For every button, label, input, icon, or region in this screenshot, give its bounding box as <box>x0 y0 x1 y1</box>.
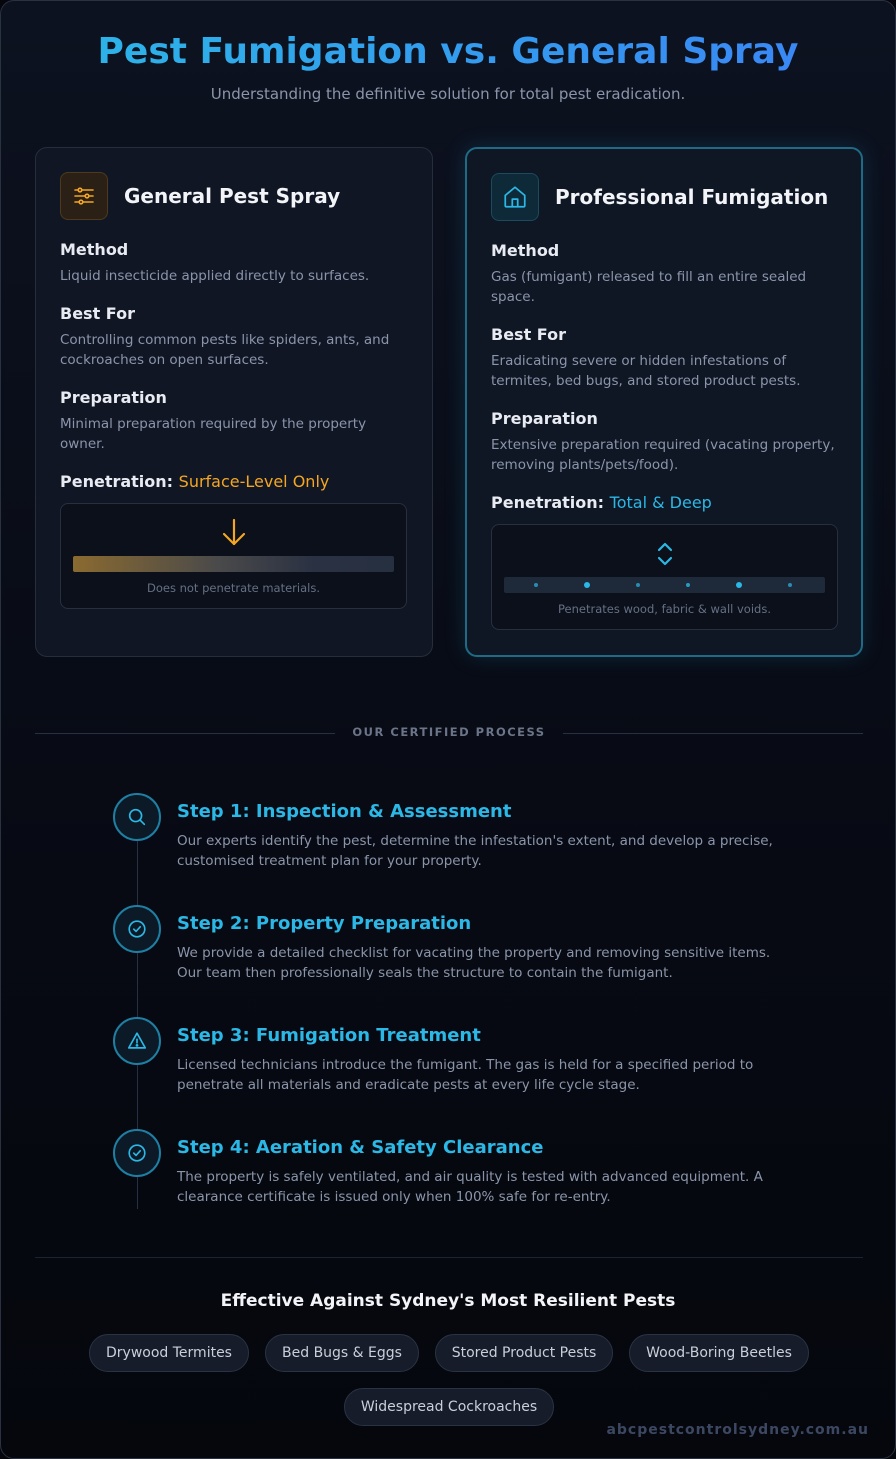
check-circle-icon <box>113 1129 161 1177</box>
step-title: Step 1: Inspection & Assessment <box>177 801 512 822</box>
spray-best-label: Best For <box>60 304 135 323</box>
gas-particle <box>788 583 792 587</box>
footer-url: abcpestcontrolsydney.com.au <box>606 1422 869 1438</box>
spray-card <box>35 147 433 657</box>
fumigation-penetration-visual <box>491 524 838 630</box>
gas-particle <box>686 583 690 587</box>
divider-line-right <box>563 733 863 734</box>
warning-icon <box>113 1017 161 1065</box>
search-icon <box>113 793 161 841</box>
process-divider <box>35 725 863 741</box>
deep-penetration-bar <box>504 577 825 593</box>
arrow-down-icon <box>221 518 247 552</box>
surface-bar <box>73 556 394 572</box>
step-title: Step 2: Property Preparation <box>177 913 472 934</box>
fumigation-method-text: Gas (fumigant) released to fill an entire sealed space. <box>491 269 807 305</box>
spray-penetration-visual <box>60 503 407 609</box>
pests-title: Effective Against Sydney's Most Resilient Pests <box>220 1291 676 1311</box>
pest-tag: Stored Product Pests <box>435 1334 613 1372</box>
spray-penetration-label: Penetration: <box>60 472 174 491</box>
gas-particle <box>636 583 640 587</box>
home-icon <box>491 173 539 221</box>
fumigation-visual-caption: Penetrates wood, fabric & wall voids. <box>558 602 771 616</box>
fumigation-penetration-label: Penetration: <box>491 493 605 512</box>
gas-particle <box>736 582 742 588</box>
spray-method-label: Method <box>60 240 129 259</box>
fumigation-method-label: Method <box>491 241 560 260</box>
pest-tag: Bed Bugs & Eggs <box>265 1334 419 1372</box>
pest-tag: Widespread Cockroaches <box>344 1388 554 1426</box>
pest-tag: Wood-Boring Beetles <box>629 1334 809 1372</box>
fumigation-prep-text: Extensive preparation required (vacating property, removing plants/pets/food). <box>491 437 835 473</box>
gas-particle <box>534 583 538 587</box>
check-circle-icon <box>113 905 161 953</box>
step-text: The property is safely ventilated, and air quality is tested with advanced equipment. A clearance certificate is issued only when 100% safe for re-entry. <box>177 1169 763 1205</box>
pest-tag: Drywood Termites <box>89 1334 249 1372</box>
fumigation-best-text: Eradicating severe or hidden infestations of termites, bed bugs, and stored product pests. <box>491 353 801 389</box>
spray-visual-caption: Does not penetrate materials. <box>146 581 320 595</box>
fumigation-card-header <box>491 173 837 221</box>
gas-particle <box>584 582 590 588</box>
process-label: OUR CERTIFIED PROCESS <box>352 725 546 739</box>
spray-prep-text: Minimal preparation required by the property owner. <box>60 416 367 452</box>
step-text: Our experts identify the pest, determine the infestation's extent, and develop a precise, customised treatment plan for your property. <box>177 833 773 869</box>
page-subtitle: Understanding the definitive solution for total pest eradication. <box>210 85 686 103</box>
spray-prep-label: Preparation <box>60 388 167 407</box>
fumigation-card-title: Professional Fumigation <box>555 185 829 209</box>
step-title: Step 4: Aeration & Safety Clearance <box>177 1137 544 1158</box>
spray-best-text: Controlling common pests like spiders, ants, and cockroaches on open surfaces. <box>60 332 390 368</box>
step-text: We provide a detailed checklist for vacating the property and removing sensitive items. Our team then professionally seals the structure to contain the fumigant. <box>177 945 771 981</box>
chevrons-up-down-icon <box>655 541 675 571</box>
step-title: Step 3: Fumigation Treatment <box>177 1025 481 1046</box>
spray-method-text: Liquid insecticide applied directly to surfaces. <box>60 268 370 284</box>
fumigation-prep-label: Preparation <box>491 409 598 428</box>
fumigation-card <box>465 147 863 657</box>
fumigation-best-label: Best For <box>491 325 566 344</box>
spray-card-header <box>60 172 408 220</box>
fumigation-penetration <box>491 493 837 512</box>
spray-penetration <box>60 472 408 491</box>
sliders-icon <box>60 172 108 220</box>
page-title: Pest Fumigation vs. General Spray <box>1 31 895 72</box>
section-divider <box>35 1257 863 1258</box>
step-text: Licensed technicians introduce the fumigant. The gas is held for a specified period to penetrate all materials and eradicate pests at every life cycle stage. <box>177 1057 754 1093</box>
spray-card-title: General Pest Spray <box>124 184 341 208</box>
fumigation-penetration-value: Total & Deep <box>609 493 712 512</box>
spray-penetration-value: Surface-Level Only <box>178 472 330 491</box>
